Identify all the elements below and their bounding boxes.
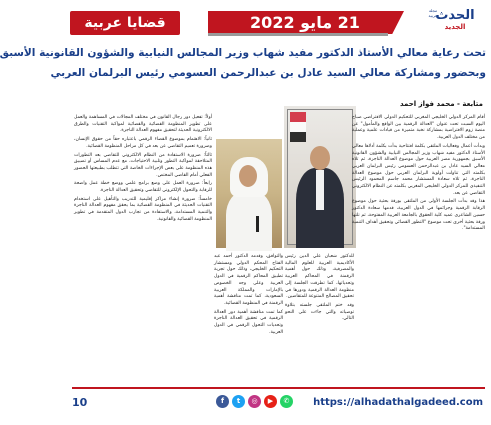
paragraph: للدكتور شعبان علي الدين رئيس الأكاديمية العربية للعلوم المالية والمصرفية، وذلك حول أهمية الرقمنة في المحاكم العربية وتحدياتها، كما تطرقت الجلسة إلى منظومة العدالة الرقمية ودورها في تحقيق المصالح المتنوعة للمتقاضين. xyxy=(285,254,354,300)
issue-date: 21 مايو 2022 xyxy=(250,13,360,32)
page-number: 10 xyxy=(72,396,88,409)
headline-line-1: تحت رعاية معالي الأستاذ الدكتور مفيد شهاب وزير المجالس النيابية والشؤون القانونية الأسبق xyxy=(0,47,486,59)
headline-line-2: وبحضور ومشاركة معالي السيد عادل بن عبدالرحمن العسومي رئيس البرلمان العربي xyxy=(50,67,486,79)
article-column-mid-right xyxy=(285,254,354,384)
photo-speaker-egypt xyxy=(284,106,356,248)
speaker-shirt xyxy=(316,170,324,210)
website-link[interactable]: https://alhadathalgadeed.com xyxy=(313,397,483,408)
paragraph: هذا وقد بدأت الجلسة الأولى من الملتقى بورقة بحثية حول موضوع الرقابة الرقمية وجرائمها في الدول العربية، قدمها سعادة الدكتور حسين الشاعري عميد كلية الحقوق بالجامعة العربية المفتوحة، ثم تلتها ورقة بحثية أخرى تحت موضوع "التطور القضائي وتحقيق أهداف التنمية المستدامة". xyxy=(352,199,485,232)
paragraph: أقام المركز الدولي الخليجي المغربي للتحكيم الدولي الافتراضي صباح اليوم السبت تحت عنوان "العدالة الرقمية بين الواقع والمأمول" عن منصة زوم الافتراضية بمشاركة نخبة متميزة من قيادات علمية وعملية من مختلف الدول العربية. xyxy=(352,115,485,141)
paragraph: خامساً: ضرورة إنشاء مراكز إقليمية للتدريب والتأهيل على استخدام التقنيات الحديثة في المنظومة القضائية بما يحقق مفهوم العدالة الناجزة والتنمية المستدامة، والاستفادة من تجارب الدول المتقدمة في تطوير المنظومة القضائية والقانونية. xyxy=(74,196,212,222)
microphone-icon xyxy=(256,216,259,232)
page-footer xyxy=(66,387,491,425)
paragraph: كما تمت مناقشة أهمية دور العدالة الرقمية في تحقيق العدالة الناجزة وتحديات التحول الرقمي في الدول العربية. xyxy=(214,309,283,335)
paragraph: والتوافق، وقدمه الدكتور أحمد عبد الفتاح المحكم الدولي ومستشار التحكيم الخليجي، وذلك حول تجربة تطبيق المحاكم الرقمية في الدول العربية وعلى وجه الخصوص بالإمارات والمملكة العربية السعودية، كما تمت مناقشة أهمية الرقمنة في المنظومة القضائية. xyxy=(214,254,283,306)
egypt-flag-icon xyxy=(290,112,306,142)
twitter-icon[interactable]: t xyxy=(232,395,245,408)
social-icons xyxy=(216,395,306,409)
whatsapp-icon[interactable]: ✆ xyxy=(280,395,293,408)
byline: متابعة - محمد فواز احمد xyxy=(400,100,483,108)
logo-brand-sub: الجديد xyxy=(444,23,466,31)
paragraph: وقد ختم الملتقى جلسته بتلاوة توصياته والتي جاءت على النحو التالي. xyxy=(285,302,354,322)
paragraph: ثانياً: الاهتمام بموضوع القضاء الرقمي باعتباره حقاً من حقوق الإنسان، وضرورة تعميم التقاضي عن بعد في كل مراحل المنظومة القضائية. xyxy=(74,137,212,149)
paragraph: أولاً: تفعيل دور رجال القانون في مختلف المجالات في المساهمة والعمل على تطوير المنظومة القضائية والقضائية لمواكبة التقنيات والطرق الالكترونية الحديثة لتحقيق مفهوم العدالة الناجزة. xyxy=(74,115,212,134)
speaker-thobe xyxy=(226,191,272,251)
speaker-face xyxy=(239,165,257,187)
youtube-icon[interactable]: ▶ xyxy=(264,395,277,408)
facebook-icon[interactable]: f xyxy=(216,395,229,408)
logo-tagline: مجلة عربية xyxy=(428,8,438,18)
paragraph: رابعاً: ضرورة العمل على وضع برامج علمي ووضع خطة عمل واضحة للرقابة والتحول الإلكتروني للتقاضي وتحقيق العدالة الناجزة. xyxy=(74,181,212,194)
magazine-logo[interactable] xyxy=(425,8,485,44)
article-column-mid-left xyxy=(214,254,283,384)
article-column-right xyxy=(352,115,485,383)
article-column-left xyxy=(74,115,212,383)
paragraph: وبدأت أعمال وفعاليات الملتقى بكلمة افتتاحية بدأت بكلمة أدلاها معالي الأستاذ الدكتور مفيد شهاب وزير المجالس النيابية والشؤون القانونية الأسبق بجمهورية مصر العربية حول موضوع العدالة الناجزة، ثم تلاه معالي السيد عادل بن عبدالرحمن العسومي رئيس البرلمان العربي بكلمته التي تناولت أولوية البرلمان العربي حول موضوع العدالة الناجزة، ثم تلاه سعادة المستشار محمد جاسم المحمود الرئيس التنفيذي للمركز الدولي الخليجي المغربي بكلمته عن النظام الالكتروني التقاضي عن بعد. xyxy=(352,143,485,196)
speaker-head xyxy=(310,146,330,170)
photo-speaker-gulf xyxy=(216,139,282,248)
masthead xyxy=(66,6,491,36)
logo-brand-main: الحدث xyxy=(435,8,475,23)
paragraph: ثالثاً: ضرورة الاستفادة من النظام الالكتروني للتقاضي بعد التطورات المتلاحقة لمواكبة التطور وتلبية الاحتياجات، مع عدم المساس أو تضييق هذه المنظومة على بعض الإجراءات الخاصة التي تتطلب بطبيعتها الحضور الفعلي أمام القاضي المختص. xyxy=(74,152,212,178)
section-label: قضايا عربية xyxy=(84,15,166,31)
footer-divider xyxy=(72,387,485,389)
instagram-icon[interactable]: ◎ xyxy=(248,395,261,408)
